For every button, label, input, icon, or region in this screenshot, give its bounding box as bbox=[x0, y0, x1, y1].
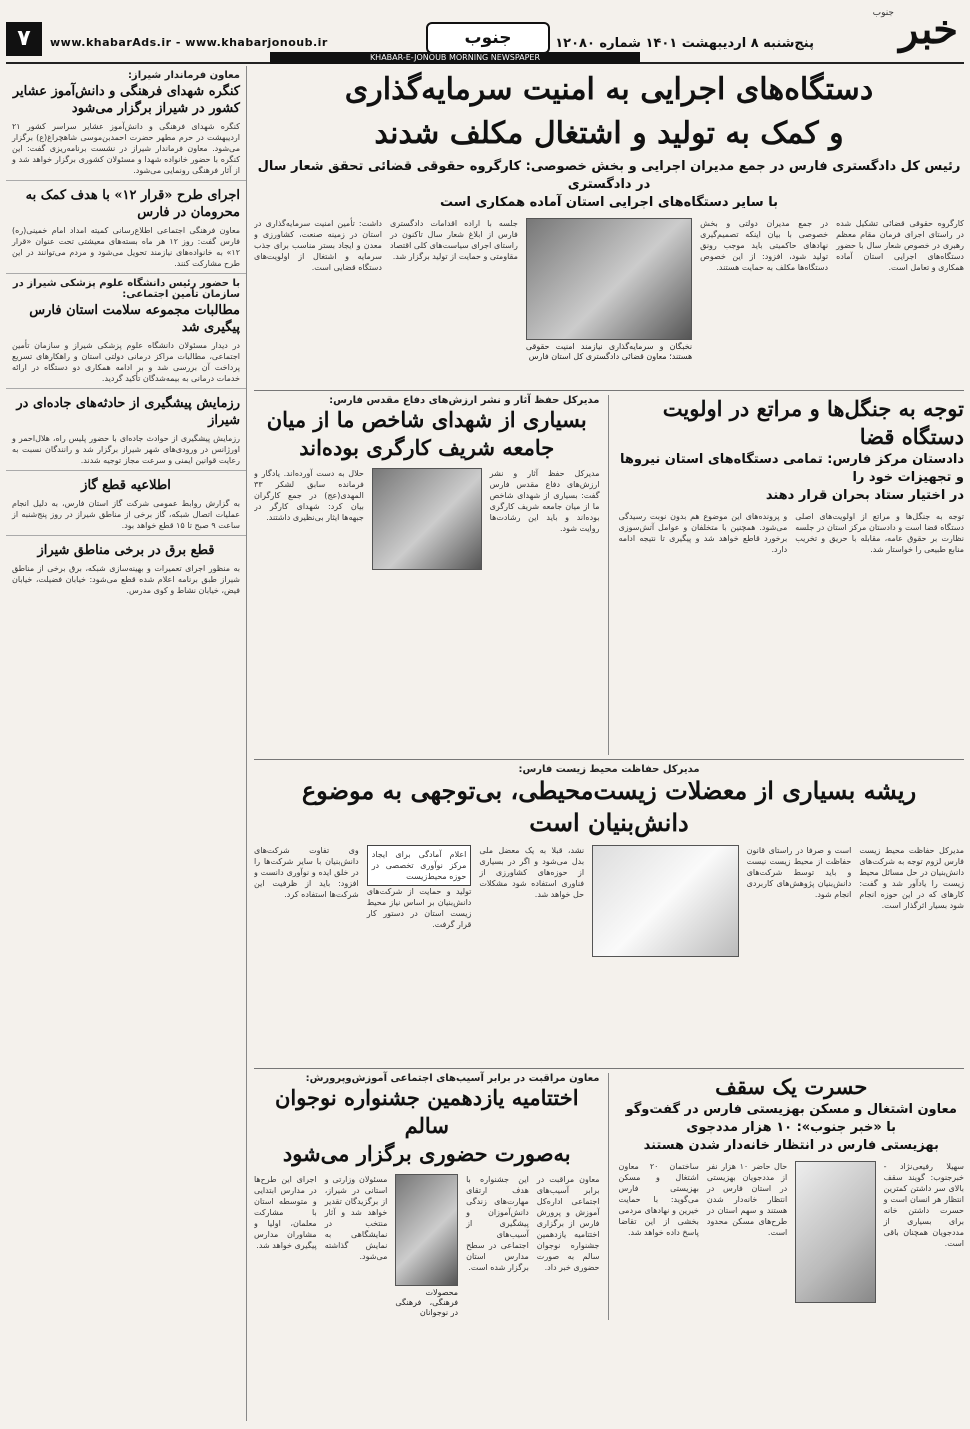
veterans-columns bbox=[254, 468, 600, 570]
lead-col1: کارگروه حقوقی قضائی تشکیل شده در راستای اجرای فرمان مقام معظم رهبری در خصوص شعار سال با حضور دستگاه‌های اجرایی استان آماده همکاری و تعامل است. bbox=[836, 219, 964, 272]
lead-col4: داشت: تأمین امنیت سرمایه‌گذاری در استان در زمینه صنعت، کشاورزی و معدن و ایجاد بستر مناسب برای جذب سرمایه و اشتغال از اولویت‌های دستگاه قضایی است. bbox=[254, 219, 382, 272]
deputy-photo bbox=[395, 1174, 458, 1286]
youth-headline-line1: اختتامیه یازدهمین جشنواره نوجوان سالم bbox=[274, 1085, 579, 1138]
veterans-photo-col bbox=[372, 468, 482, 570]
power-headline: قطع برق در برخی مناطق شیراز bbox=[37, 543, 215, 558]
youth-kicker: معاون مراقبت در برابر آسیب‌های اجتماعی آموزش‌وپرورش: bbox=[305, 1073, 600, 1084]
youth-columns bbox=[254, 1174, 600, 1320]
youth-photo-col bbox=[395, 1174, 458, 1320]
veterans-col1: مدیرکل حفظ آثار و نشر ارزش‌های دفاع مقدس فارس گفت: بسیاری از شهدای شاخص ما از میان جامعه شریف کارگری بوده‌اند و باید این رشادت‌ها روایت شود. bbox=[489, 469, 600, 533]
main-content bbox=[254, 66, 964, 1421]
website-urls: www.khabarAds.ir - www.khabarjonoub.ir bbox=[50, 36, 328, 49]
gas-body: به گزارش روابط عمومی شرکت گاز استان فارس، به دلیل انجام عملیات اتصال شبکه، گاز برخی از مناطق شیراز در روز پنج‌شنبه از ساعت ۹ صبح تا ۱۵ قطع خواهد بود. bbox=[12, 499, 240, 530]
housing-story bbox=[619, 1073, 965, 1320]
ration-headline: اجرای طرح «قرار ۱۲» با هدف کمک به محرومان در فارس bbox=[25, 188, 240, 220]
lead-col3: جلسه با اراده اقدامات دادگستری فارس از ابلاغ شعار سال تاکنون در راستای اجرای سیاست‌های کلی اقتصاد مقاومتی و حمایت از تولید برگزار شد. bbox=[389, 219, 518, 261]
environment-col3: نشد، قبلا به یک معضل ملی بدل می‌شود و اگر در بسیاری از حوزه‌های کشاورزی از فناوری استفاده شود مشکلات حل خواهد شد. bbox=[479, 846, 585, 899]
youth-col1: معاون مراقبت در برابر آسیب‌های اجتماعی اداره‌کل آموزش و پرورش فارس از برگزاری اختتامیه یازدهمین جشنواره نوجوان سالم به صورت حضوری خبر داد. bbox=[536, 1175, 600, 1272]
gas-headline: اطلاعیه قطع گاز bbox=[81, 478, 171, 493]
masthead-strip: KHABAR-E-JONOUB MORNING NEWSPAPER bbox=[270, 52, 640, 64]
congress-body: کنگره شهدای فرهنگی و دانش‌آموز عشایر سراسر کشور ۲۱ اردیبهشت در حرم مطهر حضرت احمدبن‌موسی شاهچراغ(ع) برگزار می‌شود. معاون فرماندار شیراز در نشست برنامه‌ریزی گفت: این کنگره با حضور خانواده شهدا و مسئولان کشوری برگزار خواهد شد و از آثار فرهنگی رونمایی می‌شود. bbox=[12, 122, 240, 175]
section-label: جنوب bbox=[426, 22, 550, 54]
housing-subhead1: معاون اشتغال و مسکن بهزیستی فارس در گفت‌وگو با «خبر جنوب»: ۱۰ هزار مددجوی bbox=[625, 1102, 957, 1135]
forest-col1: توجه به جنگل‌ها و مراتع از اولویت‌های اصلی دستگاه قضا است و دادستان مرکز استان در جلسه نظارت بر حقوق عامه، مقابله با حریق و تخریب منابع طبیعی را خواستار شد. bbox=[795, 512, 964, 554]
environment-col4: تولید و حمایت از شرکت‌های دانش‌بنیان بر اساس نیاز محیط زیست استان در دستور کار قرار گرفت. bbox=[366, 887, 472, 929]
youth-col2: این جشنواره با هدف ارتقای مهارت‌های زندگی دانش‌آموزان و پیشگیری از آسیب‌های اجتماعی در سطح مدارس استان برگزار شده است. bbox=[466, 1175, 529, 1272]
housing-col2: حال حاضر ۱۰ هزار نفر از مددجویان بهزیستی در استان فارس در انتظار خانه‌دار شدن هستند و سهم استان در طرح‌های مسکن محدود است. bbox=[706, 1162, 788, 1237]
roads-article bbox=[6, 389, 246, 471]
environment-headline: ریشه بسیاری از معضلات زیست‌محیطی، بی‌توجهی به موضوع دانش‌بنیان است bbox=[301, 776, 917, 837]
power-body: به منظور اجرای تعمیرات و بهینه‌سازی شبکه، برق برخی از مناطق شیراز طبق برنامه اعلام شده قطع می‌شود: خیابان فضیلت، خیابان فیض، خیابان نشاط و کوی مدرس. bbox=[12, 564, 240, 595]
gas-notice bbox=[6, 471, 246, 536]
divider bbox=[254, 390, 964, 391]
environment-col4-wrap bbox=[367, 845, 472, 957]
health-body: در دیدار مسئولان دانشگاه علوم پزشکی شیراز و سازمان تأمین اجتماعی، مطالبات مراکز درمانی دولتی استان و راهکارهای تسریع پرداخت آن بررسی شد و بر ادامه همکاری دو دستگاه در ارائه خدمات درمانی به بیمه‌شدگان تأکید گردید. bbox=[12, 341, 240, 383]
housing-headline: حسرت یک سقف bbox=[715, 1074, 868, 1099]
forest-col2: و پرونده‌های این موضوع هم بدون نوبت رسیدگی می‌شود. همچنین با متخلفان و عوامل آتش‌سوزی برخورد قاطع خواهد شد و پیگیری تا نتیجه ادامه دارد. bbox=[618, 512, 788, 554]
youth-headline-line2: به‌صورت حضوری برگزار می‌شود bbox=[282, 1141, 571, 1166]
forest-columns bbox=[619, 511, 965, 555]
youth-col4: اجرای این طرح‌ها در مدارس ابتدایی و متوسطه استان با مشارکت معلمان، اولیا و مشاوران مدارس پیگیری خواهد شد. bbox=[254, 1175, 317, 1250]
lead-headline-line2: و کمک به تولید و اشتغال مکلف شدند bbox=[374, 116, 844, 151]
second-row bbox=[254, 395, 964, 755]
congress-headline: کنگره شهدای فرهنگی و دانش‌آموز عشایر کشور در شیراز برگزار می‌شود bbox=[12, 84, 240, 116]
logo-subtitle: جنوب bbox=[872, 8, 894, 18]
housing-illustration-col bbox=[795, 1161, 875, 1303]
official-photo bbox=[372, 468, 482, 570]
environment-kicker: مدیرکل حفاظت محیط زیست فارس: bbox=[518, 764, 700, 775]
congress-kicker: معاون فرماندار شیراز: bbox=[127, 70, 240, 81]
ration-body: معاون فرهنگی اجتماعی اطلاع‌رسانی کمیته امداد امام خمینی(ره) فارس گفت: روز ۱۲ هر ماه بسته‌های معیشتی تحت عنوان «قرار ۱۲» به خانواده‌های نیازمند تحویل می‌شود و مردم می‌توانند در این طرح مشارکت کنند. bbox=[12, 226, 240, 268]
environment-subhead-box: اعلام آمادگی برای ایجاد مرکز نوآوری تخصصی در حوزه محیط‌زیست bbox=[367, 845, 472, 886]
judge-photo bbox=[526, 218, 692, 340]
youth-photo-caption: محصولات فرهنگی، فرهنگی در نوجوانان bbox=[395, 1288, 459, 1317]
lead-columns bbox=[254, 218, 964, 386]
forest-subhead1: دادستان مرکز فارس: تمامی دستگاه‌های استان نیروها و تجهیزات خود را bbox=[620, 452, 964, 485]
forest-headline: توجه به جنگل‌ها و مراتع در اولویت دستگاه قضا bbox=[662, 396, 964, 449]
health-headline: مطالبات مجموعه سلامت استان فارس پیگیری شد bbox=[29, 303, 240, 335]
veterans-col2: حلال به دست آورده‌اند. یادگار و فرمانده سابق لشکر ۳۳ المهدی(عج) در جمع کارگران بیان کرد: شهدای کارگر در جبهه‌ها ایثار بی‌نظیری داشتند. bbox=[254, 469, 364, 522]
lead-subhead2: با سایر دستگاه‌های اجرایی استان آماده همکاری است bbox=[440, 195, 778, 210]
housing-col3: ساختمان ۲۰ معاون اشتغال و مسکن بهزیستی فارس می‌گوید: با حمایت خیرین و نهادهای مردمی بخشی از این تقاضا پاسخ داده خواهد شد. bbox=[618, 1162, 699, 1237]
housing-columns bbox=[619, 1161, 965, 1303]
environment-col1: مدیرکل حفاظت محیط زیست فارس لزوم توجه به شرکت‌های دانش‌بنیان در حل مسائل محیط زیست را یادآور شد و گفت: کارهای که در این حوزه انجام شود بسیار اثرگذار است. bbox=[859, 846, 964, 910]
issue-date: پنج‌شنبه ۸ اردیبهشت ۱۴۰۱ شماره ۱۲۰۸۰ bbox=[555, 36, 814, 51]
lab-photo bbox=[592, 845, 739, 957]
lead-subhead1: رئیس کل دادگستری فارس در جمع مدیران اجرایی و بخش خصوصی: کارگروه حقوقی قضائی تحقق شعار سال در دادگستری bbox=[257, 159, 961, 192]
youth-col3: مسئولان وزارتی و استانی در شیراز، از برگزیدگان تقدیر خواهد شد و آثار منتخب در نمایشگاهی به نمایش گذاشته می‌شود. bbox=[324, 1175, 388, 1261]
environment-columns bbox=[254, 845, 964, 957]
lead-story bbox=[254, 70, 964, 386]
veterans-headline-line2: جامعه شریف کارگری بوده‌اند bbox=[299, 435, 555, 460]
power-notice bbox=[6, 536, 246, 600]
newspaper-logo: خبر bbox=[899, 6, 958, 53]
housing-col1: سهیلا رفیعی‌نژاد - خبرجنوب: گویند سقف بالای سر داشتن کمترین انتظار هر انسان است و حسرت داشتن خانه برای بسیاری از مددجویان همچنان باقی است. bbox=[883, 1162, 964, 1248]
roads-headline: رزمایش پیشگیری از حادثه‌های جاده‌ای در شیراز bbox=[16, 396, 240, 428]
congress-article bbox=[6, 66, 246, 181]
roads-body: رزمایش پیشگیری از حوادث جاده‌ای با حضور پلیس راه، هلال‌احمر و اورژانس در ورودی‌های شهر شیراز برگزار شد و رانندگان نسبت به رعایت قوانین ایمنی و سرعت مجاز توجیه شدند. bbox=[12, 434, 240, 465]
bottom-row bbox=[254, 1073, 964, 1320]
lead-photo-caption: نخبگان و سرمایه‌گذاری نیازمند امنیت حقوقی هستند؛ معاون قضائی دادگستری کل استان فارس bbox=[525, 342, 693, 361]
house-illustration bbox=[795, 1161, 875, 1303]
page-number: ۷ bbox=[6, 22, 42, 56]
environment-col5: وی تفاوت شرکت‌های دانش‌بنیان با سایر شرکت‌ها را در خلق ایده و نوآوری دانست و افزود: باید از ظرفیت این شرکت‌ها استفاده کرد. bbox=[254, 846, 359, 899]
veterans-story bbox=[254, 395, 609, 755]
lead-col2: در جمع مدیران دولتی و بخش خصوصی با بیان اینکه تصمیم‌گیری نهادهای حاکمیتی باید موجب رونق تولید شود، افزود: از این خصوص دستگاه‌ها مکلف به حمایت هستند. bbox=[700, 219, 829, 272]
health-article bbox=[6, 274, 246, 389]
lead-photo-col bbox=[526, 218, 692, 386]
forest-subhead2: در اختیار ستاد بحران قرار دهند bbox=[765, 488, 964, 503]
environment-photo-col bbox=[592, 845, 739, 957]
lead-headline-line1: دستگاه‌های اجرایی به امنیت سرمایه‌گذاری bbox=[344, 72, 874, 107]
divider bbox=[254, 1068, 964, 1069]
left-sidebar bbox=[6, 66, 247, 1421]
environment-story bbox=[254, 764, 964, 1064]
veterans-kicker: مدیرکل حفظ آثار و نشر ارزش‌های دفاع مقدس فارس: bbox=[329, 395, 600, 406]
veterans-headline-line1: بسیاری از شهدای شاخص ما از میان bbox=[266, 407, 587, 432]
divider bbox=[254, 759, 964, 760]
forest-story bbox=[619, 395, 965, 755]
youth-story bbox=[254, 1073, 609, 1320]
health-kicker: با حضور رئیس دانشگاه علوم پزشکی شیراز در سازمان تأمین اجتماعی: bbox=[12, 278, 240, 300]
ration-article bbox=[6, 181, 246, 274]
environment-col2: است و صرفا در راستای قانون حفاظت از محیط زیست نیست و باید توسط شرکت‌های دانش‌بنیان پژوهش‌های کاربردی انجام شود. bbox=[746, 846, 852, 899]
housing-subhead2: بهزیستی فارس در انتظار خانه‌دار شدن هستند bbox=[643, 1138, 939, 1153]
